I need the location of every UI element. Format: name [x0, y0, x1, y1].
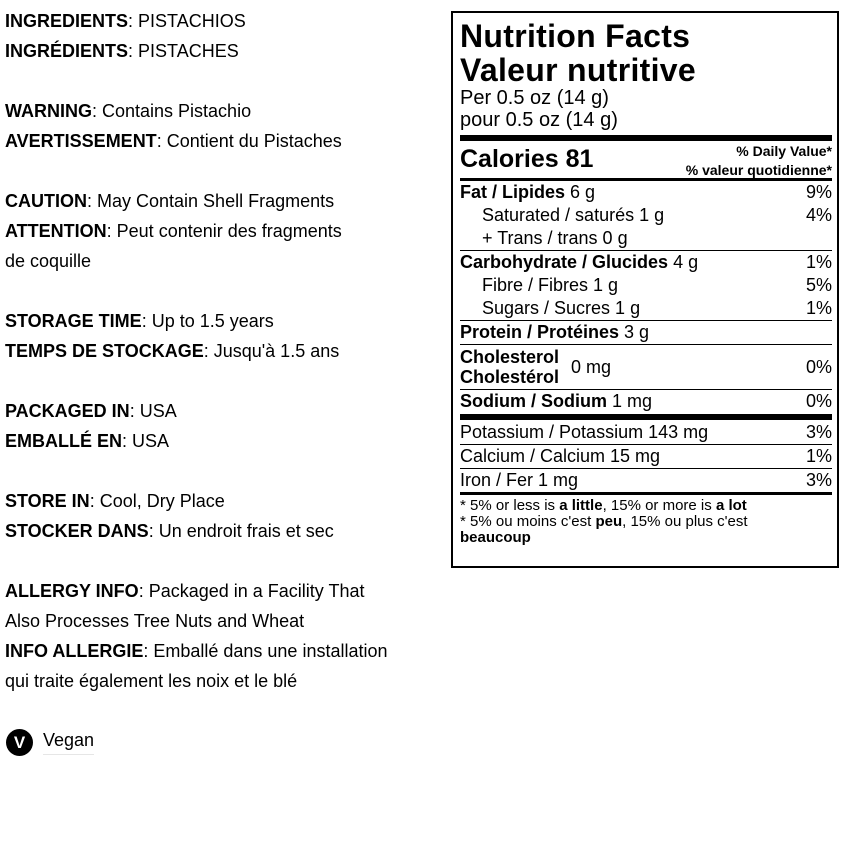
calories-row	[460, 142, 832, 178]
sodium-amount: 1 mg	[607, 391, 653, 411]
nutrition-title-fr: Valeur nutritive	[460, 52, 696, 88]
daily-value-header	[686, 142, 832, 180]
allergy-fr-cont: qui traite également les noix et le blé	[5, 671, 298, 691]
vegan-badge	[6, 729, 94, 756]
fat-label: Fat / Lipides	[460, 182, 566, 202]
trans-label: + Trans / trans 0 g	[482, 228, 628, 248]
iron-dv: 3%	[805, 470, 832, 490]
carb-row	[460, 251, 832, 274]
serving-size-fr: pour 0.5 oz (14 g)	[460, 109, 618, 131]
carb-label: Carbohydrate / Glucides	[460, 252, 669, 272]
packaged-en: PACKAGED IN: USA	[5, 401, 177, 421]
ingredients-fr: INGRÉDIENTS: PISTACHES	[5, 41, 239, 61]
protein-row	[460, 321, 832, 344]
cholesterol-row	[460, 345, 832, 389]
vegan-v-icon: V	[6, 729, 33, 756]
ingredients-en: INGREDIENTS: PISTACHIOS	[5, 11, 246, 31]
saturated-label: Saturated / saturés 1 g	[482, 205, 665, 225]
footnote-en: * 5% or less is a little, 15% or more is a lot	[460, 497, 747, 514]
footnote-fr: * 5% ou moins c'est peu, 15% ou plus c'est beaucoup	[460, 513, 748, 546]
packaged-fr: EMBALLÉ EN: USA	[5, 431, 170, 451]
fibre-label: Fibre / Fibres 1 g	[482, 275, 619, 295]
calcium-row	[460, 445, 832, 468]
sugars-label: Sugars / Sucres 1 g	[482, 298, 641, 318]
iron-row	[460, 469, 832, 492]
sodium-label: Sodium / Sodium	[460, 391, 607, 411]
caution-fr-cont: de coquille	[5, 251, 92, 271]
sugars-row	[460, 297, 832, 320]
cholesterol-amount: 0 mg	[571, 356, 612, 377]
divider-medium	[460, 492, 832, 495]
sodium-row	[460, 390, 832, 413]
allergy-en: ALLERGY INFO: Packaged in a Facility That	[5, 581, 365, 601]
potassium-label: Potassium / Potassium 143 mg	[460, 422, 709, 442]
allergy-en-cont: Also Processes Tree Nuts and Wheat	[5, 611, 305, 631]
fibre-row	[460, 274, 832, 297]
store-en: STORE IN: Cool, Dry Place	[5, 491, 225, 511]
divider-thick	[460, 414, 832, 420]
divider-thick	[460, 135, 832, 141]
trans-row	[460, 227, 832, 250]
protein-label: Protein / Protéines	[460, 322, 620, 342]
iron-label: Iron / Fer 1 mg	[460, 470, 579, 490]
vegan-label: Vegan	[43, 730, 94, 755]
caution-fr: ATTENTION: Peut contenir des fragments	[5, 221, 342, 241]
cholesterol-label-fr: Cholestérol	[460, 367, 560, 387]
store-fr: STOCKER DANS: Un endroit frais et sec	[5, 521, 334, 541]
daily-value-fr: % valeur quotidienne*	[685, 162, 832, 178]
fat-dv: 9%	[805, 182, 832, 202]
saturated-dv: 4%	[805, 205, 832, 225]
fat-amount: 6 g	[565, 182, 596, 202]
serving-size-en: Per 0.5 oz (14 g)	[460, 87, 609, 109]
sodium-dv: 0%	[805, 391, 832, 411]
storage-fr: TEMPS DE STOCKAGE: Jusqu'à 1.5 ans	[5, 341, 340, 361]
calcium-label: Calcium / Calcium 15 mg	[460, 446, 661, 466]
potassium-row	[460, 421, 832, 444]
potassium-dv: 3%	[805, 422, 832, 442]
nutrition-title-en: Nutrition Facts	[460, 18, 691, 54]
calcium-dv: 1%	[805, 446, 832, 466]
carb-dv: 1%	[805, 252, 832, 272]
caution-en: CAUTION: May Contain Shell Fragments	[5, 191, 335, 211]
fibre-dv: 5%	[805, 275, 832, 295]
warning-en: WARNING: Contains Pistachio	[5, 101, 252, 121]
saturated-row	[460, 204, 832, 227]
fat-row	[460, 181, 832, 204]
cholesterol-label-en: Cholesterol	[460, 347, 560, 367]
allergy-fr: INFO ALLERGIE: Emballé dans une installation	[5, 641, 388, 661]
daily-value-en: % Daily Value*	[736, 143, 832, 159]
storage-en: STORAGE TIME: Up to 1.5 years	[5, 311, 274, 331]
sugars-dv: 1%	[805, 298, 832, 318]
carb-amount: 4 g	[668, 252, 699, 272]
calories: Calories 81	[460, 145, 594, 173]
nutrition-facts-panel	[451, 11, 839, 568]
product-info	[5, 6, 450, 696]
warning-fr: AVERTISSEMENT: Contient du Pistaches	[5, 131, 342, 151]
cholesterol-dv: 0%	[805, 356, 832, 377]
protein-amount: 3 g	[619, 322, 650, 342]
